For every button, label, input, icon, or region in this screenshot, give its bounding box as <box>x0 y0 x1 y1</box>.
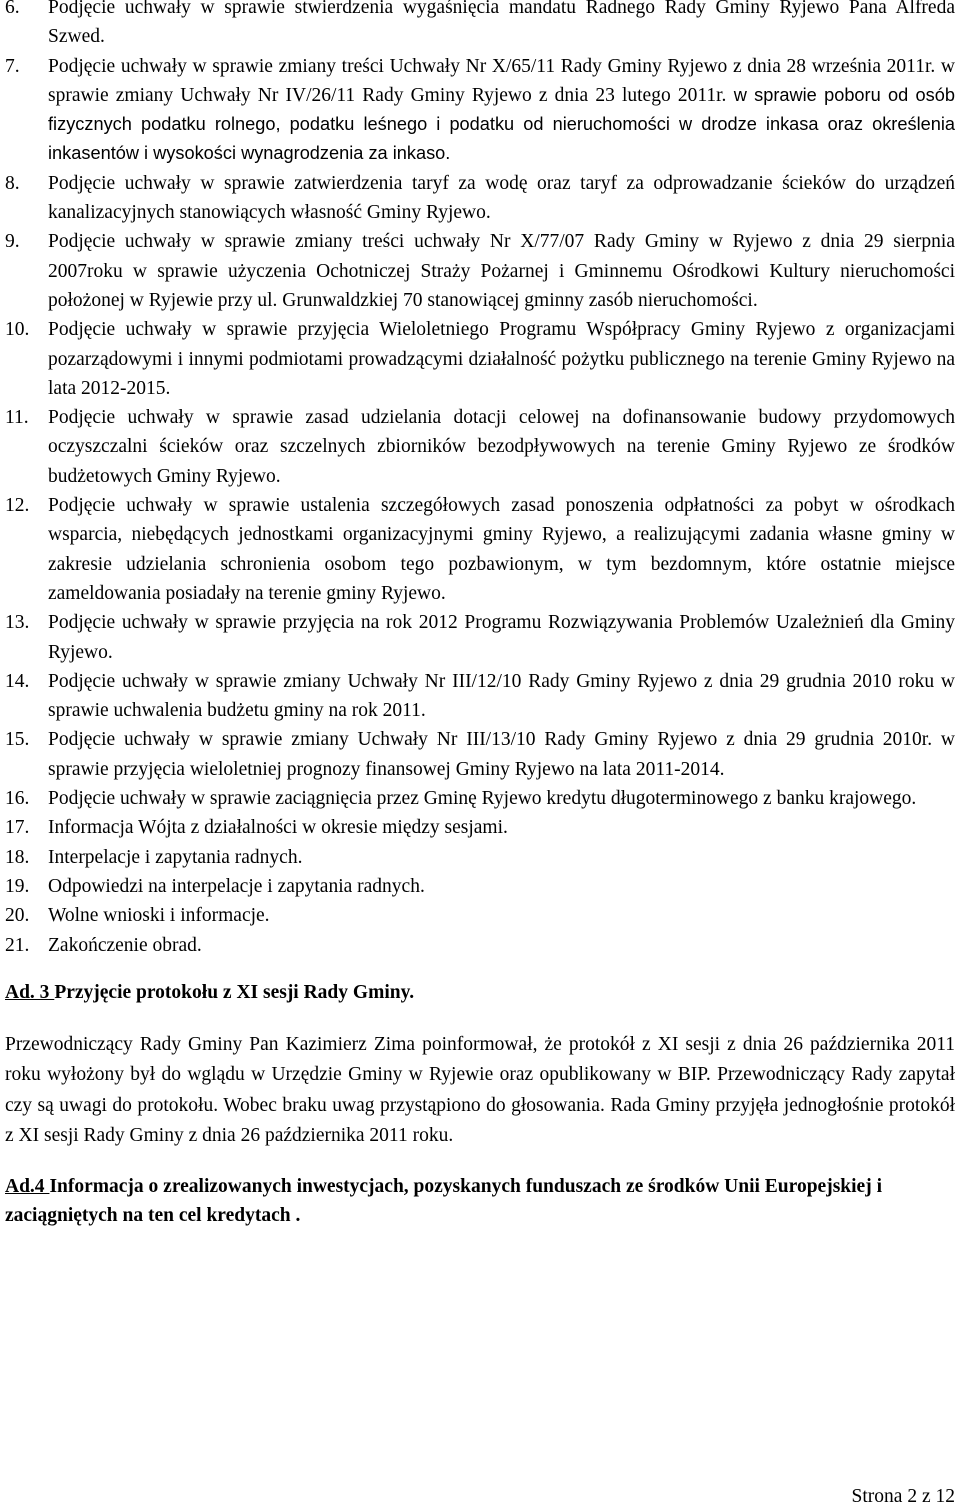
agenda-item-19 <box>5 872 955 901</box>
agenda-item-number: 9. <box>5 231 20 253</box>
section-label: Ad. 3 <box>5 981 55 1003</box>
agenda-item-text-continued: w sprawie poboru od osób fizycznych podatku rolnego, podatku leśnego i podatku od nieruchomości w drodze inkasa oraz określenia inkasentów i wysokości wynagrodzenia za inkaso. <box>48 84 955 164</box>
agenda-item-number: 17. <box>5 817 30 839</box>
agenda-item-number: 7. <box>5 55 20 77</box>
agenda-item-11 <box>5 403 955 491</box>
agenda-item-text: Podjęcie uchwały w sprawie zmiany treści uchwały Nr X/77/07 Rady Gminy w Ryjewo z dnia 29 sierpnia 2007roku w sprawie użyczenia Ochotniczej Straży Pożarnej i Gminnemu Ośrodkowi Kultury nieruchomości położonej w Ryjewie przy ul. Grunwaldzkiej 70 stanowiącej gminny zasób nieruchomości. <box>48 231 955 311</box>
agenda-item-10 <box>5 315 955 403</box>
agenda-item-13 <box>5 608 955 667</box>
agenda-item-12 <box>5 491 955 608</box>
section-heading-ad3 <box>5 978 955 1007</box>
agenda-item-number: 8. <box>5 172 20 194</box>
agenda-item-text: Odpowiedzi na interpelacje i zapytania radnych. <box>48 875 425 897</box>
section-title: Przyjęcie protokołu z XI sesji Rady Gminy. <box>54 981 415 1003</box>
agenda-item-14 <box>5 667 955 726</box>
agenda-item-text-wrap <box>48 56 955 165</box>
agenda-list <box>5 0 955 960</box>
agenda-item-6 <box>5 0 955 52</box>
agenda-item-text: Podjęcie uchwały w sprawie przyjęcia na rok 2012 Programu Rozwiązywania Problemów Uzależnień dla Gminy Ryjewo. <box>48 612 955 663</box>
paragraph-ad3: Przewodniczący Rady Gminy Pan Kazimierz Zima poinformował, że protokół z XI sesji z dnia 26 października 2011 roku wyłożony był do wglądu w Urzędzie Gminy w Ryjewie oraz opublikowany w BIP. Przewodniczący Rady zapytał czy są uwagi do protokołu. Wobec braku uwag przystąpiono do głosowania. Rada Gminy przyjęła jednogłośnie protokół z XI sesji Rady Gminy z dnia 26 października 2011 roku. <box>5 1034 955 1146</box>
agenda-item-text: Podjęcie uchwały w sprawie zmiany Uchwały Nr III/12/10 Rady Gminy Ryjewo z dnia 29 grudnia 2010 roku w sprawie uchwalenia budżetu gminy na rok 2011. <box>48 670 955 722</box>
agenda-item-number: 18. <box>5 846 30 868</box>
agenda-item-18 <box>5 843 955 872</box>
section-heading-ad4 <box>5 1172 955 1231</box>
agenda-item-text: Podjęcie uchwały w sprawie zmiany treści Uchwały Nr X/65/11 Rady Gminy Ryjewo z dnia 28 września 2011r. w sprawie zmiany Uchwały Nr IV/26/11 Rady Gminy Ryjewo z dnia 23 lutego 2011r. <box>48 55 955 106</box>
agenda-item-text: Podjęcie uchwały w sprawie ustalenia szczegółowych zasad ponoszenia odpłatności za pobyt w ośrodkach wsparcia, niebędących jednostkami organizacyjnymi gminy Ryjewo, a realizującymi zadania własne gminy w zakresie udzielania schronienia osobom tego pozbawionym, w tym bezdomnym, które ostatnie miejsce zameldowania posiadały na terenie gminy Ryjewo. <box>48 495 955 604</box>
section-label: Ad.4 <box>5 1175 50 1197</box>
agenda-item-number: 20. <box>5 905 30 927</box>
agenda-item-text: Podjęcie uchwały w sprawie zmiany Uchwały Nr III/13/10 Rady Gminy Ryjewo z dnia 29 grudnia 2010r. w sprawie przyjęcia wieloletniej prognozy finansowej Gminy Ryjewo na lata 2011-2014. <box>48 729 955 780</box>
agenda-item-number: 13. <box>5 612 30 634</box>
agenda-item-text: Podjęcie uchwały w sprawie przyjęcia Wieloletniego Programu Współpracy Gminy Ryjewo z organizacjami pozarządowymi i innymi podmiotami prowadzącymi działalność pożytku publicznego na terenie Gminy Ryjewo na lata 2012-2015. <box>48 319 955 399</box>
agenda-item-number: 14. <box>5 670 30 692</box>
agenda-item-number: 11. <box>5 407 29 429</box>
agenda-item-number: 12. <box>5 495 30 517</box>
agenda-item-8 <box>5 169 955 228</box>
page-number-footer: Strona 2 z 12 <box>851 1486 955 1507</box>
agenda-item-text: Interpelacje i zapytania radnych. <box>48 846 303 868</box>
agenda-item-text: Wolne wnioski i informacje. <box>48 905 270 927</box>
agenda-item-16 <box>5 784 955 813</box>
agenda-item-number: 10. <box>5 319 30 341</box>
agenda-item-text: Podjęcie uchwały w sprawie zatwierdzenia taryf za wodę oraz taryf za odprowadzanie ścieków do urządzeń kanalizacyjnych stanowiących własność Gminy Ryjewo. <box>48 172 955 224</box>
agenda-item-number: 6. <box>5 0 20 18</box>
agenda-item-21 <box>5 931 955 960</box>
agenda-item-number: 19. <box>5 875 30 897</box>
agenda-item-number: 16. <box>5 788 30 810</box>
agenda-item-text: Podjęcie uchwały w sprawie stwierdzenia wygaśnięcia mandatu Radnego Rady Gminy Ryjewo Pana Alfreda Szwed. <box>48 0 955 48</box>
agenda-item-text: Zakończenie obrad. <box>48 934 202 956</box>
agenda-item-20 <box>5 901 955 930</box>
agenda-item-number: 15. <box>5 729 30 751</box>
document-page <box>5 0 955 1231</box>
agenda-item-text: Podjęcie uchwały w sprawie zaciągnięcia przez Gminę Ryjewo kredytu długoterminowego z banku krajowego. <box>48 788 917 810</box>
agenda-item-17 <box>5 813 955 842</box>
agenda-item-number: 21. <box>5 934 30 956</box>
agenda-item-text: Informacja Wójta z działalności w okresie między sesjami. <box>48 817 508 839</box>
agenda-item-15 <box>5 725 955 784</box>
agenda-item-text: Podjęcie uchwały w sprawie zasad udzielania dotacji celowej na dofinansowanie budowy przydomowych oczyszczalni ścieków oraz szczelnych zbiorników bezodpływowych na terenie Gminy Ryjewo ze środków budżetowych Gminy Ryjewo. <box>48 407 955 487</box>
agenda-item-7 <box>5 52 955 169</box>
section-title: Informacja o zrealizowanych inwestycjach, pozyskanych funduszach ze środków Unii Europejskiej i zaciągniętych na ten cel kredytach . <box>5 1175 882 1227</box>
agenda-item-9 <box>5 227 955 315</box>
